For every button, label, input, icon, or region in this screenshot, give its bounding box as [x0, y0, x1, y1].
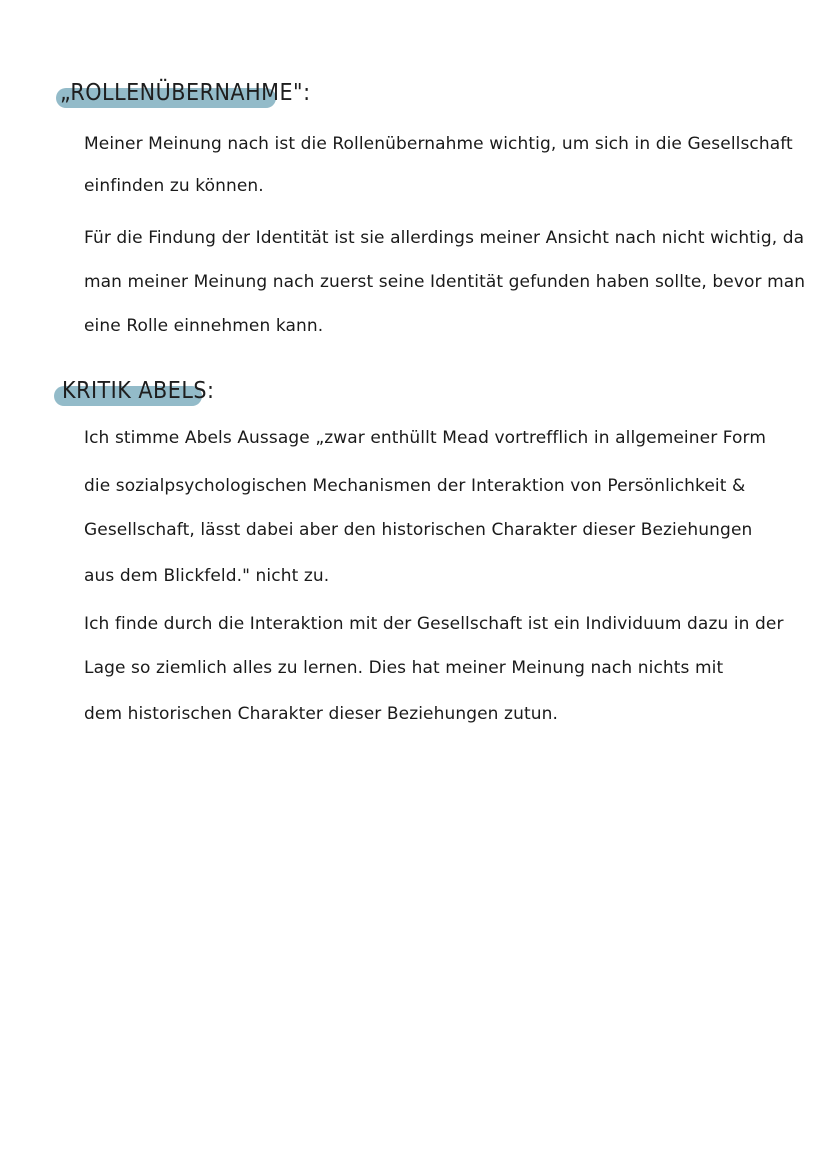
text-line: einfinden zu können.: [84, 176, 264, 196]
text-line: Lage so ziemlich alles zu lernen. Dies hat meiner Meinung nach nichts mit: [84, 658, 724, 678]
text-line: Ich finde durch die Interaktion mit der Gesellschaft ist ein Individuum dazu in der: [84, 614, 784, 634]
text-line: Gesellschaft, lässt dabei aber den historischen Charakter dieser Beziehungen: [84, 520, 753, 540]
text-line: dem historischen Charakter dieser Beziehungen zutun.: [84, 704, 558, 724]
section-heading: KRITIK ABELS:: [62, 378, 215, 404]
text-line: Für die Findung der Identität ist sie allerdings meiner Ansicht nach nicht wichtig, da: [84, 228, 805, 248]
text-line: Ich stimme Abels Aussage „zwar enthüllt Mead vortrefflich in allgemeiner Form: [84, 428, 767, 448]
text-line: man meiner Meinung nach zuerst seine Identität gefunden haben sollte, bevor man: [84, 272, 806, 292]
text-line: die sozialpsychologischen Mechanismen der Interaktion von Persönlichkeit &: [84, 476, 746, 496]
text-line: eine Rolle einnehmen kann.: [84, 316, 324, 336]
text-line: aus dem Blickfeld." nicht zu.: [84, 566, 330, 586]
text-line: Meiner Meinung nach ist die Rollenübernahme wichtig, um sich in die Gesellschaft: [84, 134, 793, 154]
section-heading: „ROLLENÜBERNAHME":: [60, 80, 311, 106]
